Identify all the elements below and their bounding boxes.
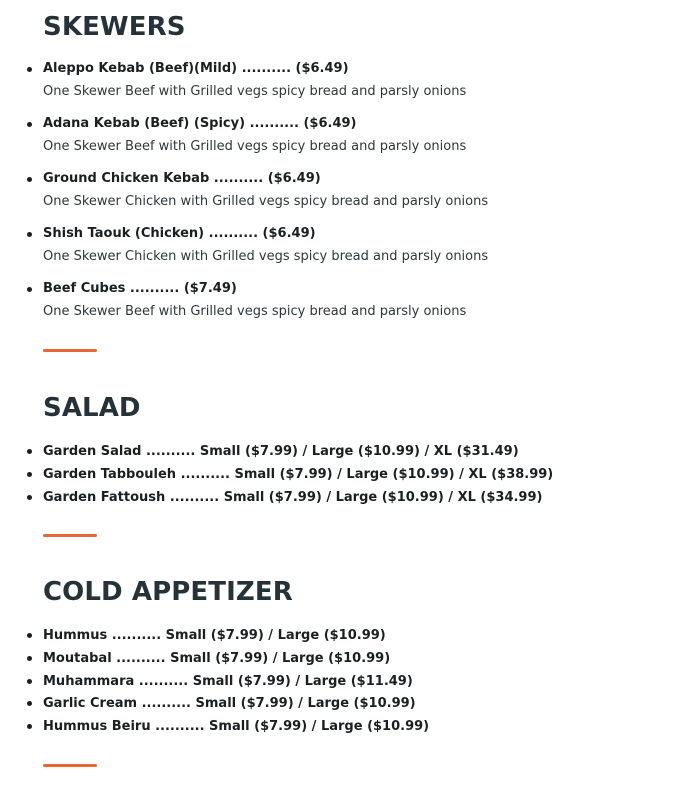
menu-item-muhammara bbox=[43, 673, 429, 696]
menu-item-title: Garlic Cream .......... Small ($7.99) / Large ($10.99) bbox=[43, 696, 416, 712]
menu-item-title: Hummus Beiru .......... Small ($7.99) / Large ($10.99) bbox=[43, 719, 430, 735]
menu-item-description: One Skewer Beef with Grilled vegs spicy bread and parsly onions bbox=[43, 139, 467, 154]
menu-item-title: Garden Salad .......... Small ($7.99) / Large ($10.99) / XL ($31.49) bbox=[43, 444, 519, 459]
menu-item-garden-tabbouleh bbox=[43, 466, 553, 489]
menu-item-title: Muhammara .......... Small ($7.99) / Large ($11.49) bbox=[43, 673, 413, 689]
menu-item-garden-salad bbox=[43, 443, 553, 466]
menu-item-description: One Skewer Chicken with Grilled vegs spicy bread and parsly onions bbox=[43, 194, 489, 209]
menu-item-moutabal bbox=[43, 650, 429, 673]
menu-item-title: Beef Cubes .......... ($7.49) bbox=[43, 281, 237, 296]
menu-item-description: One Skewer Beef with Grilled vegs spicy bread and parsly onions bbox=[43, 84, 467, 99]
menu-item-adana-kebab bbox=[43, 116, 488, 171]
menu-item-description: One Skewer Beef with Grilled vegs spicy bread and parsly onions bbox=[43, 304, 467, 319]
menu-item-aleppo-kebab bbox=[43, 61, 488, 116]
section-title-salad: SALAD bbox=[43, 393, 141, 423]
section-title-skewers: SKEWERS bbox=[43, 12, 186, 42]
menu-item-beef-cubes bbox=[43, 281, 488, 336]
section-title-cold-appetizer: COLD APPETIZER bbox=[43, 577, 293, 607]
menu-item-shish-taouk bbox=[43, 226, 488, 281]
menu-item-hummus bbox=[43, 627, 429, 650]
menu-item-hummus-beiru bbox=[43, 718, 429, 741]
menu-item-title: Hummus .......... Small ($7.99) / Large ($10.99) bbox=[43, 628, 386, 643]
menu-item-title: Ground Chicken Kebab .......... ($6.49) bbox=[43, 171, 321, 186]
menu-item-title: Adana Kebab (Beef) (Spicy) .......... ($6.49) bbox=[43, 116, 357, 131]
menu-item-title: Aleppo Kebab (Beef)(Mild) .......... ($6.49) bbox=[43, 61, 349, 76]
menu-item-garden-fattoush bbox=[43, 489, 553, 512]
menu-item-title: Garden Fattoush .......... Small ($7.99) / Large ($10.99) / XL ($34.99) bbox=[43, 490, 543, 505]
section-divider bbox=[43, 534, 97, 537]
menu-item-title: Moutabal .......... Small ($7.99) / Large ($10.99) bbox=[43, 650, 391, 666]
menu-item-ground-chicken-kebab bbox=[43, 171, 488, 226]
menu-item-garlic-cream bbox=[43, 695, 429, 718]
cold-appetizer-list bbox=[43, 627, 429, 741]
skewers-list bbox=[43, 61, 488, 336]
salad-list bbox=[43, 443, 553, 512]
menu-item-title: Shish Taouk (Chicken) .......... ($6.49) bbox=[43, 226, 316, 241]
section-divider bbox=[43, 764, 97, 767]
menu-item-title: Garden Tabbouleh .......... Small ($7.99) / Large ($10.99) / XL ($38.99) bbox=[43, 467, 554, 482]
menu-item-description: One Skewer Chicken with Grilled vegs spicy bread and parsly onions bbox=[43, 249, 489, 264]
section-divider bbox=[43, 349, 97, 352]
